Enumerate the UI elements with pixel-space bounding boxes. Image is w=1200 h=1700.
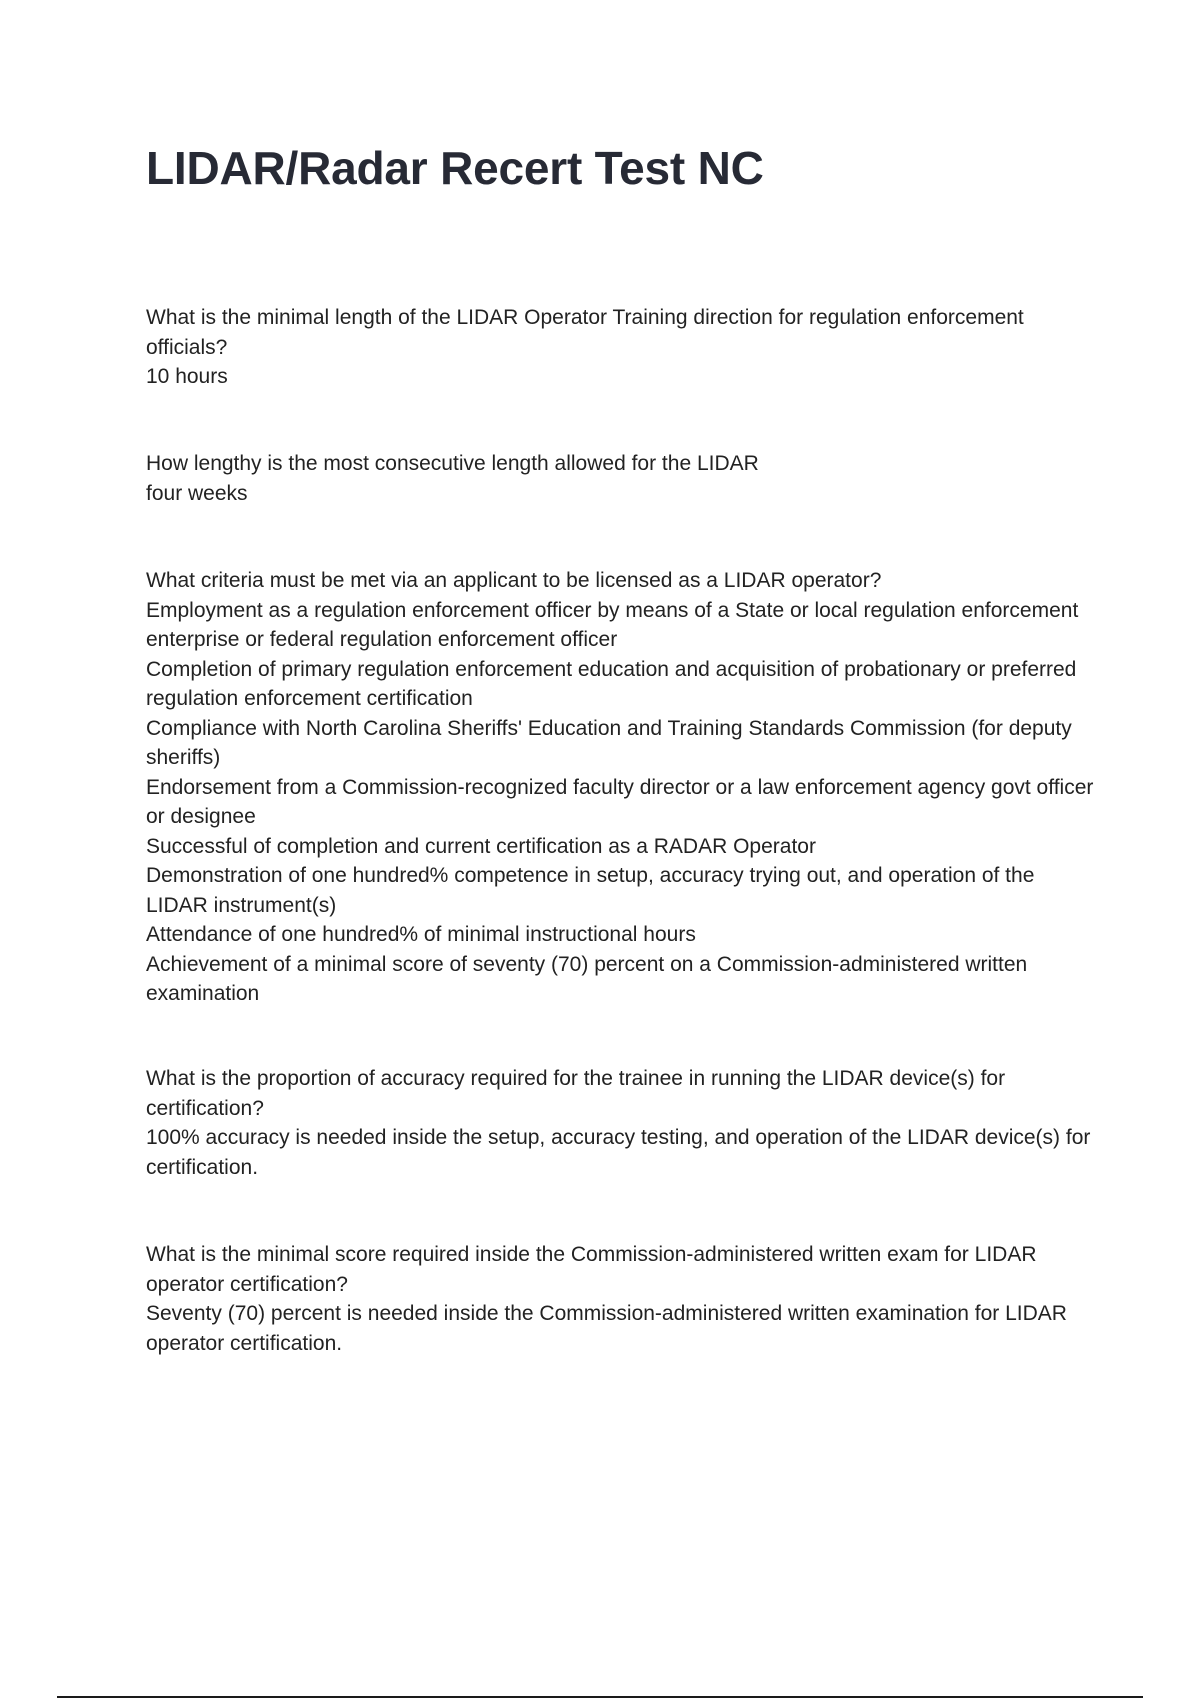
page-title: LIDAR/Radar Recert Test NC xyxy=(146,142,764,194)
qa-block-accuracy-proportion xyxy=(146,1064,1096,1182)
answer-text: Achievement of a minimal score of seventy (70) percent on a Commission-administered written examination xyxy=(146,952,1028,1005)
qa-block-consecutive-length xyxy=(146,449,1096,508)
question-text: How lengthy is the most consecutive length allowed for the LIDAR xyxy=(146,452,759,475)
answer-text: Attendance of one hundred% of minimal instructional hours xyxy=(146,923,696,946)
answer-text: Successful of completion and current certification as a RADAR Operator xyxy=(146,834,816,858)
answer-text: four weeks xyxy=(146,481,248,505)
answer-text: Demonstration of one hundred% competence in setup, accuracy trying out, and operation of the LIDAR instrument(s) xyxy=(146,864,1035,917)
qa-block-certification-criteria xyxy=(146,566,1096,1009)
question-text: What is the proportion of accuracy required for the trainee in running the LIDAR device(s) for certification? xyxy=(146,1067,1006,1120)
question-text: What criteria must be met via an applicant to be licensed as a LIDAR operator? xyxy=(146,569,882,592)
qa-block-minimum-training-length xyxy=(146,303,1096,392)
answer-text: Endorsement from a Commission-recognized faculty director or a law enforcement agency govt officer or designee xyxy=(146,775,1094,828)
answer-text: Employment as a regulation enforcement officer by means of a State or local regulation enforcement enterprise or federal regulation enforcement officer xyxy=(146,598,1079,651)
question-text: What is the minimal length of the LIDAR Operator Training direction for regulation enforcement officials? xyxy=(146,306,1024,359)
answer-text: 100% accuracy is needed inside the setup, accuracy testing, and operation of the LIDAR device(s) for certification. xyxy=(146,1126,1091,1179)
answer-text: Completion of primary regulation enforcement education and acquisition of probationary or preferred regulation enforcement certification xyxy=(146,657,1077,710)
answer-text: Seventy (70) percent is needed inside the Commission-administered written examination for LIDAR operator certification. xyxy=(146,1302,1067,1355)
question-text: What is the minimal score required inside the Commission-administered written exam for LIDAR operator certification? xyxy=(146,1243,1037,1296)
qa-block-minimum-score xyxy=(146,1240,1096,1358)
answer-text: 10 hours xyxy=(146,365,228,388)
footer-divider xyxy=(57,1696,1143,1698)
answer-text: Compliance with North Carolina Sheriffs' Education and Training Standards Commission (for deputy sheriffs) xyxy=(146,716,1072,769)
